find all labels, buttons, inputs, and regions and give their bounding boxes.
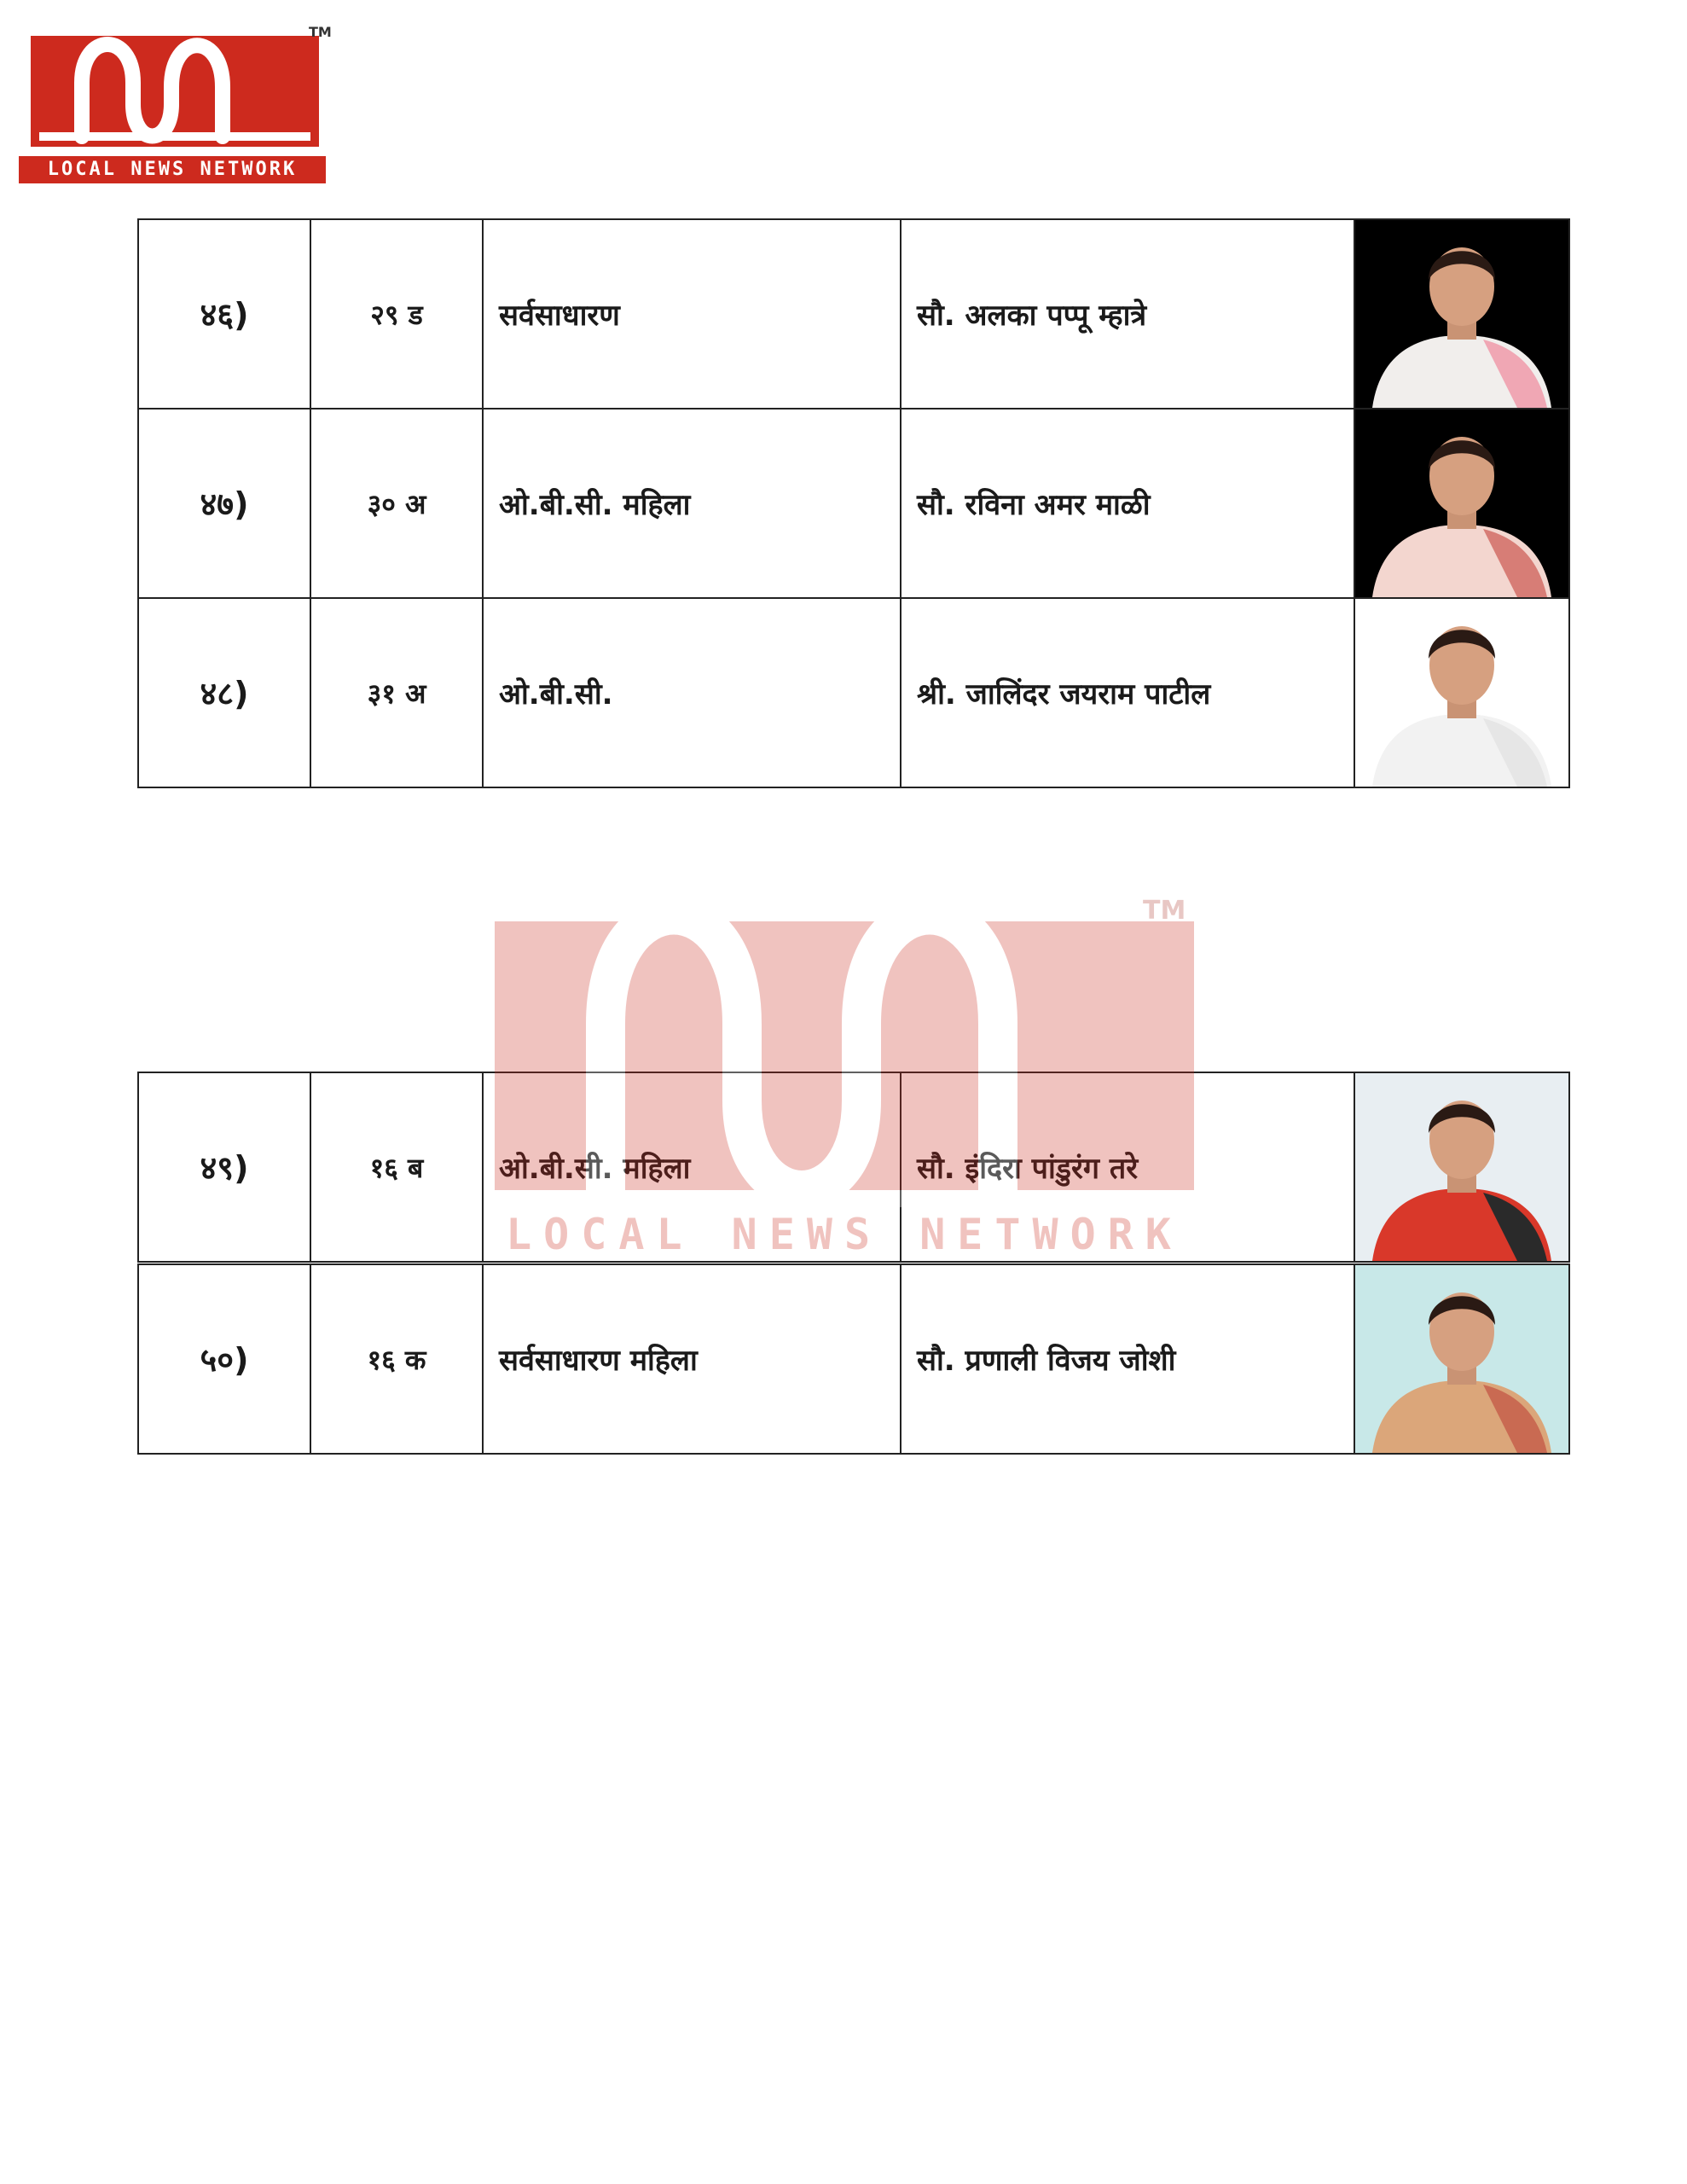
category-cell: ओ.बी.सी. महिला xyxy=(483,409,901,598)
table-row xyxy=(138,409,1569,598)
category-cell: सर्वसाधारण xyxy=(483,219,901,409)
brand-logo xyxy=(19,24,332,188)
watermark-caption: LOCAL NEWS NETWORK xyxy=(506,1210,1183,1259)
portrait-image xyxy=(1355,1265,1568,1453)
candidate-photo xyxy=(1354,219,1569,409)
candidates-table-3 xyxy=(137,1263,1570,1455)
logo-wave-icon xyxy=(31,36,319,147)
table-row xyxy=(138,219,1569,409)
table-row xyxy=(138,1264,1569,1454)
serial-cell: ४७) xyxy=(138,409,310,598)
ward-cell: १६ ब xyxy=(310,1072,483,1262)
candidate-photo xyxy=(1354,1072,1569,1262)
ward-cell: २९ ड xyxy=(310,219,483,409)
serial-cell: ४८) xyxy=(138,598,310,787)
candidate-photo xyxy=(1354,1264,1569,1454)
trademark-mark: TM xyxy=(309,24,332,40)
portrait-image xyxy=(1355,410,1568,597)
name-cell: श्री. जालिंदर जयराम पाटील xyxy=(901,598,1354,787)
table-row xyxy=(138,598,1569,787)
portrait-image xyxy=(1355,220,1568,408)
portrait-image xyxy=(1355,1073,1568,1261)
logo-caption: LOCAL NEWS NETWORK xyxy=(19,156,326,183)
candidates-table-2 xyxy=(137,1072,1570,1263)
candidate-photo xyxy=(1354,409,1569,598)
name-cell: सौ. रविना अमर माळी xyxy=(901,409,1354,598)
ward-cell: १६ क xyxy=(310,1264,483,1454)
ward-cell: ३० अ xyxy=(310,409,483,598)
serial-cell: ५०) xyxy=(138,1264,310,1454)
category-cell: सर्वसाधारण महिला xyxy=(483,1264,901,1454)
name-cell: सौ. अलका पप्पू म्हात्रे xyxy=(901,219,1354,409)
name-cell: सौ. प्रणाली विजय जोशी xyxy=(901,1264,1354,1454)
serial-cell: ४६) xyxy=(138,219,310,409)
category-cell: ओ.बी.सी. महिला xyxy=(483,1072,901,1262)
candidates-table-1 xyxy=(137,218,1570,788)
name-cell: सौ. इंदिरा पांडुरंग तरे xyxy=(901,1072,1354,1262)
category-cell: ओ.बी.सी. xyxy=(483,598,901,787)
serial-cell: ४९) xyxy=(138,1072,310,1262)
portrait-image xyxy=(1355,599,1568,787)
watermark-trademark: TM xyxy=(1143,896,1186,926)
table-row xyxy=(138,1072,1569,1262)
candidate-photo xyxy=(1354,598,1569,787)
ward-cell: ३१ अ xyxy=(310,598,483,787)
